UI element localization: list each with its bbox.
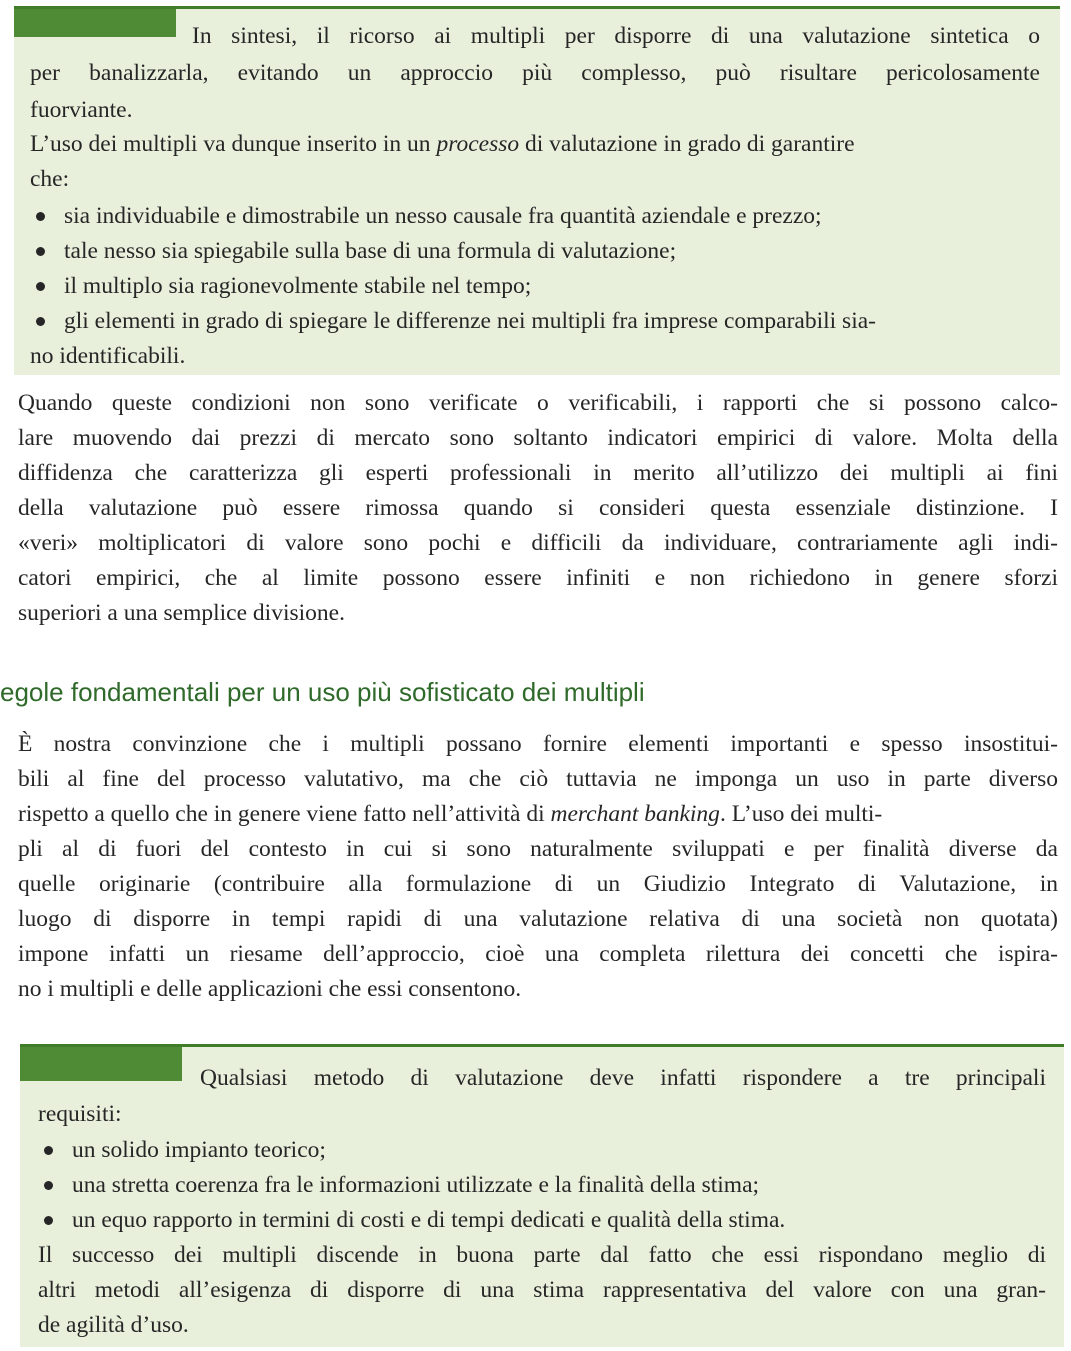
box-2-bullet-3: un equo rapporto in termini di costi e di tempi dedicati e qualità della stima. [72, 1207, 786, 1233]
box-2-line-3: Il successo dei multipli discende in buona parte dal fatto che essi rispondano meglio di [38, 1242, 1046, 1268]
box-2-line-5: de agilità d’uso. [38, 1312, 189, 1338]
paragraph-2-line-2: bili al fine del processo valutativo, ma che ciò tuttavia ne imponga un uso in parte diverso [18, 766, 1058, 792]
box-1-line-4-post: di valutazione in grado di garantire [519, 131, 855, 157]
box-2-bullet-2: una stretta coerenza fra le informazioni utilizzate e la finalità della stima; [72, 1172, 760, 1198]
box-1-line-3: fuorviante. [30, 97, 133, 123]
paragraph-1-line-4: della valutazione può essere rimossa quando si consideri questa essenziale distinzione. I [18, 495, 1058, 521]
box-1-bullet-4-continuation: no identificabili. [30, 343, 186, 369]
box-1-header-tab [14, 9, 176, 37]
box-1-line-2: per banalizzarla, evitando un approccio più complesso, può risultare pericolosamente [30, 60, 1040, 86]
highlight-box-1 [14, 6, 1060, 375]
box-2-line-1: Qualsiasi metodo di valutazione deve infatti rispondere a tre principali [200, 1065, 1046, 1091]
box-1-line-5: che: [30, 166, 70, 192]
box-1-line-4-emphasis: processo [436, 131, 520, 157]
box-2-bullet-1: un solido impianto teorico; [72, 1137, 326, 1163]
bullet-dot-icon [44, 1181, 53, 1190]
bullet-dot-icon [36, 282, 45, 291]
paragraph-2-line-4: pli al di fuori del contesto in cui si sono naturalmente sviluppati e per finalità diverse da [18, 836, 1058, 862]
box-2-header-tab [20, 1047, 182, 1081]
paragraph-2-line-3-post: . L’uso dei multi- [719, 801, 883, 827]
paragraph-2-line-3-pre: rispetto a quello che in genere viene fatto nell’attività di [18, 801, 551, 827]
paragraph-1-line-3: diffidenza che caratterizza gli esperti professionali in merito all’utilizzo dei multipli ai fini [18, 460, 1058, 486]
paragraph-2-line-7: impone infatti un riesame dell’approccio, cioè una completa rilettura dei concetti che ispira- [18, 941, 1058, 967]
paragraph-2-line-5: quelle originarie (contribuire alla formulazione di un Giudizio Integrato di Valutazione, in [18, 871, 1058, 897]
paragraph-1-line-2: lare muovendo dai prezzi di mercato sono soltanto indicatori empirici di valore. Molta della [18, 425, 1058, 451]
box-1-bullet-1: sia individuabile e dimostrabile un nesso causale fra quantità aziendale e prezzo; [64, 203, 822, 229]
box-2-line-4: altri metodi all’esigenza di disporre di una stima rappresentativa del valore con una gran- [38, 1277, 1046, 1303]
paragraph-2-line-3 [18, 797, 1058, 832]
bullet-dot-icon [44, 1216, 53, 1225]
bullet-dot-icon [36, 212, 45, 221]
box-1-line-4 [30, 127, 1040, 162]
paragraph-2-line-3-emphasis: merchant banking [550, 801, 720, 827]
paragraph-1-line-1: Quando queste condizioni non sono verificate o verificabili, i rapporti che si possono calco- [18, 390, 1058, 416]
paragraph-2-line-8: no i multipli e delle applicazioni che essi consentono. [18, 976, 522, 1002]
paragraph-1-line-7: superiori a una semplice divisione. [18, 600, 345, 626]
section-heading: egole fondamentali per un uso più sofisticato dei multipli [0, 677, 645, 707]
bullet-dot-icon [36, 247, 45, 256]
paragraph-1-line-5: «veri» moltiplicatori di valore sono pochi e difficili da individuare, contrariamente agli indi- [18, 530, 1058, 556]
box-1-bullet-2: tale nesso sia spiegabile sulla base di una formula di valutazione; [64, 238, 677, 264]
box-1-bullet-4: gli elementi in grado di spiegare le differenze nei multipli fra imprese comparabili sia- [64, 308, 876, 334]
bullet-dot-icon [44, 1146, 53, 1155]
paragraph-1-line-6: catori empirici, che al limite possono essere infiniti e non richiedono in genere sforzi [18, 565, 1058, 591]
box-1-bullet-3: il multiplo sia ragionevolmente stabile nel tempo; [64, 273, 532, 299]
paragraph-2-line-6: luogo di disporre in tempi rapidi di una valutazione relativa di una società non quotata) [18, 906, 1058, 932]
paragraph-2-line-1: È nostra convinzione che i multipli possano fornire elementi importanti e spesso insostitui- [18, 731, 1058, 757]
box-2-line-2: requisiti: [38, 1101, 122, 1127]
highlight-box-2 [20, 1044, 1064, 1347]
box-1-line-4-pre: L’uso dei multipli va dunque inserito in un [30, 131, 437, 157]
bullet-dot-icon [36, 317, 45, 326]
box-1-line-1: In sintesi, il ricorso ai multipli per disporre di una valutazione sintetica o [192, 23, 1040, 49]
